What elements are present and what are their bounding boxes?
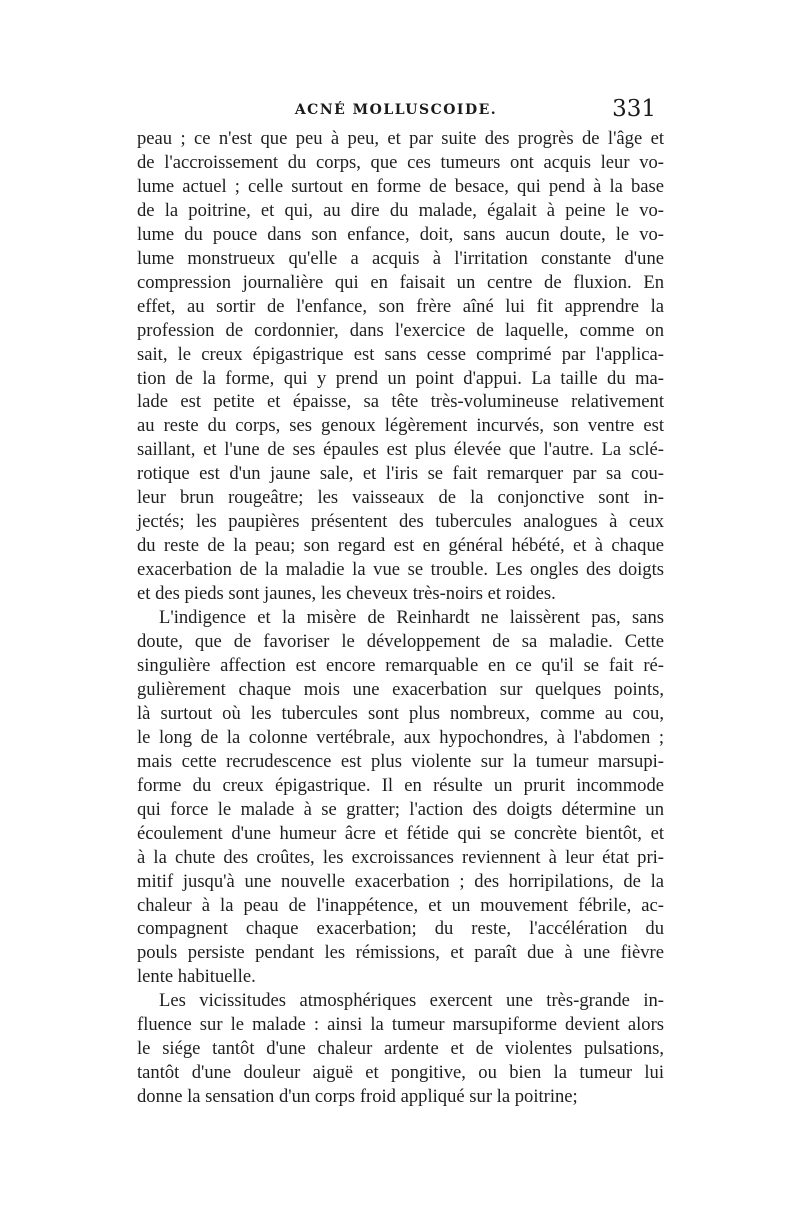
text-line: sait, le creux épigastrique est sans cesse comprimé par l'applica-: [137, 343, 664, 365]
text-line: peau ; ce n'est que peu à peu, et par suite des progrès de l'âge et: [137, 128, 664, 149]
paragraph: [137, 127, 664, 606]
text-line: L'indigence et la misère de Reinhardt ne laissèrent pas, sans: [159, 607, 664, 629]
text-line: le long de la colonne vertébrale, aux hypochondres, à l'abdomen ;: [137, 726, 664, 748]
text-line: mais cette recrudescence est plus violente sur la tumeur marsupi-: [137, 750, 664, 772]
text-line: exacerbation de la maladie la vue se trouble. Les ongles des doigts: [137, 559, 664, 581]
text-line: là surtout où les tubercules sont plus nombreux, comme au cou,: [137, 702, 664, 724]
text-line: pouls persiste pendant les rémissions, et paraît due à une fièvre: [137, 942, 664, 964]
text-line: du reste de la peau; son regard est en général hébété, et à chaque: [137, 535, 664, 557]
text-line: à la chute des croûtes, les excroissances reviennent à leur état pri-: [137, 846, 664, 868]
text-line: compagnent chaque exacerbation; du reste, l'accélération du: [137, 918, 664, 940]
text-line: singulière affection est encore remarquable en ce qu'il se fait ré-: [137, 654, 664, 676]
body-text: [137, 127, 664, 1109]
text-line: forme du creux épigastrique. Il en résulte un prurit incommode: [137, 774, 664, 796]
text-line: donne la sensation d'un corps froid appliqué sur la poitrine;: [137, 1086, 578, 1108]
text-line: jectés; les paupières présentent des tubercules analogues à ceux: [137, 511, 664, 533]
text-line: rotique est d'un jaune sale, et l'iris se fait remarquer par sa cou-: [137, 463, 664, 485]
text-line: compression journalière qui en faisait un centre de fluxion. En: [137, 271, 664, 293]
text-line: Les vicissitudes atmosphériques exercent une très-grande in-: [159, 990, 664, 1012]
text-line: doute, que de favoriser le développement de sa maladie. Cette: [137, 631, 664, 653]
text-line: profession de cordonnier, dans l'exercice de laquelle, comme on: [137, 319, 664, 341]
text-line: effet, au sortir de l'enfance, son frère aîné lui fit apprendre la: [137, 295, 664, 317]
text-line: chaleur à la peau de l'inappétence, et un mouvement fébrile, ac-: [137, 894, 664, 916]
text-line: de l'accroissement du corps, que ces tumeurs ont acquis leur vo-: [137, 151, 664, 173]
text-line: tion de la forme, qui y prend un point d'appui. La taille du ma-: [137, 367, 664, 389]
text-line: lume actuel ; celle surtout en forme de besace, qui pend à la base: [137, 175, 664, 197]
running-title: ACNÉ MOLLUSCOIDE.: [294, 102, 498, 118]
text-line: le siége tantôt d'une chaleur ardente et de violentes pulsations,: [137, 1038, 664, 1060]
text-line: lume monstrueux qu'elle a acquis à l'irritation constante d'une: [137, 247, 664, 269]
text-line: gulièrement chaque mois une exacerbation sur quelques points,: [137, 678, 664, 700]
paragraph: [137, 989, 664, 1109]
text-line: lume du pouce dans son enfance, doit, sans aucun doute, le vo-: [137, 223, 664, 245]
paragraph: [137, 606, 664, 989]
text-line: lente habituelle.: [137, 966, 256, 988]
text-line: fluence sur le malade : ainsi la tumeur marsupiforme devient alors: [137, 1014, 664, 1036]
text-line: au reste du corps, ses genoux légèrement incurvés, son ventre est: [137, 415, 664, 437]
text-line: saillant, et l'une de ses épaules est plus élevée que l'autre. La sclé-: [137, 439, 664, 461]
text-line: écoulement d'une humeur âcre et fétide qui se concrète bientôt, et: [137, 822, 664, 844]
text-line: mitif jusqu'à une nouvelle exacerbation ; des horripilations, de la: [137, 870, 664, 892]
page-number: 331: [612, 96, 656, 122]
text-line: et des pieds sont jaunes, les cheveux très-noirs et roides.: [137, 583, 556, 605]
text-line: qui force le malade à se gratter; l'action des doigts détermine un: [137, 798, 664, 820]
text-line: leur brun rougeâtre; les vaisseaux de la conjonctive sont in-: [137, 487, 664, 509]
text-line: tantôt d'une douleur aiguë et pongitive, ou bien la tumeur lui: [137, 1062, 664, 1084]
text-line: lade est petite et épaisse, sa tête très-volumineuse relativement: [137, 391, 664, 413]
page-header: [136, 96, 656, 126]
text-line: de la poitrine, et qui, au dire du malade, égalait à peine le vo-: [137, 199, 664, 221]
